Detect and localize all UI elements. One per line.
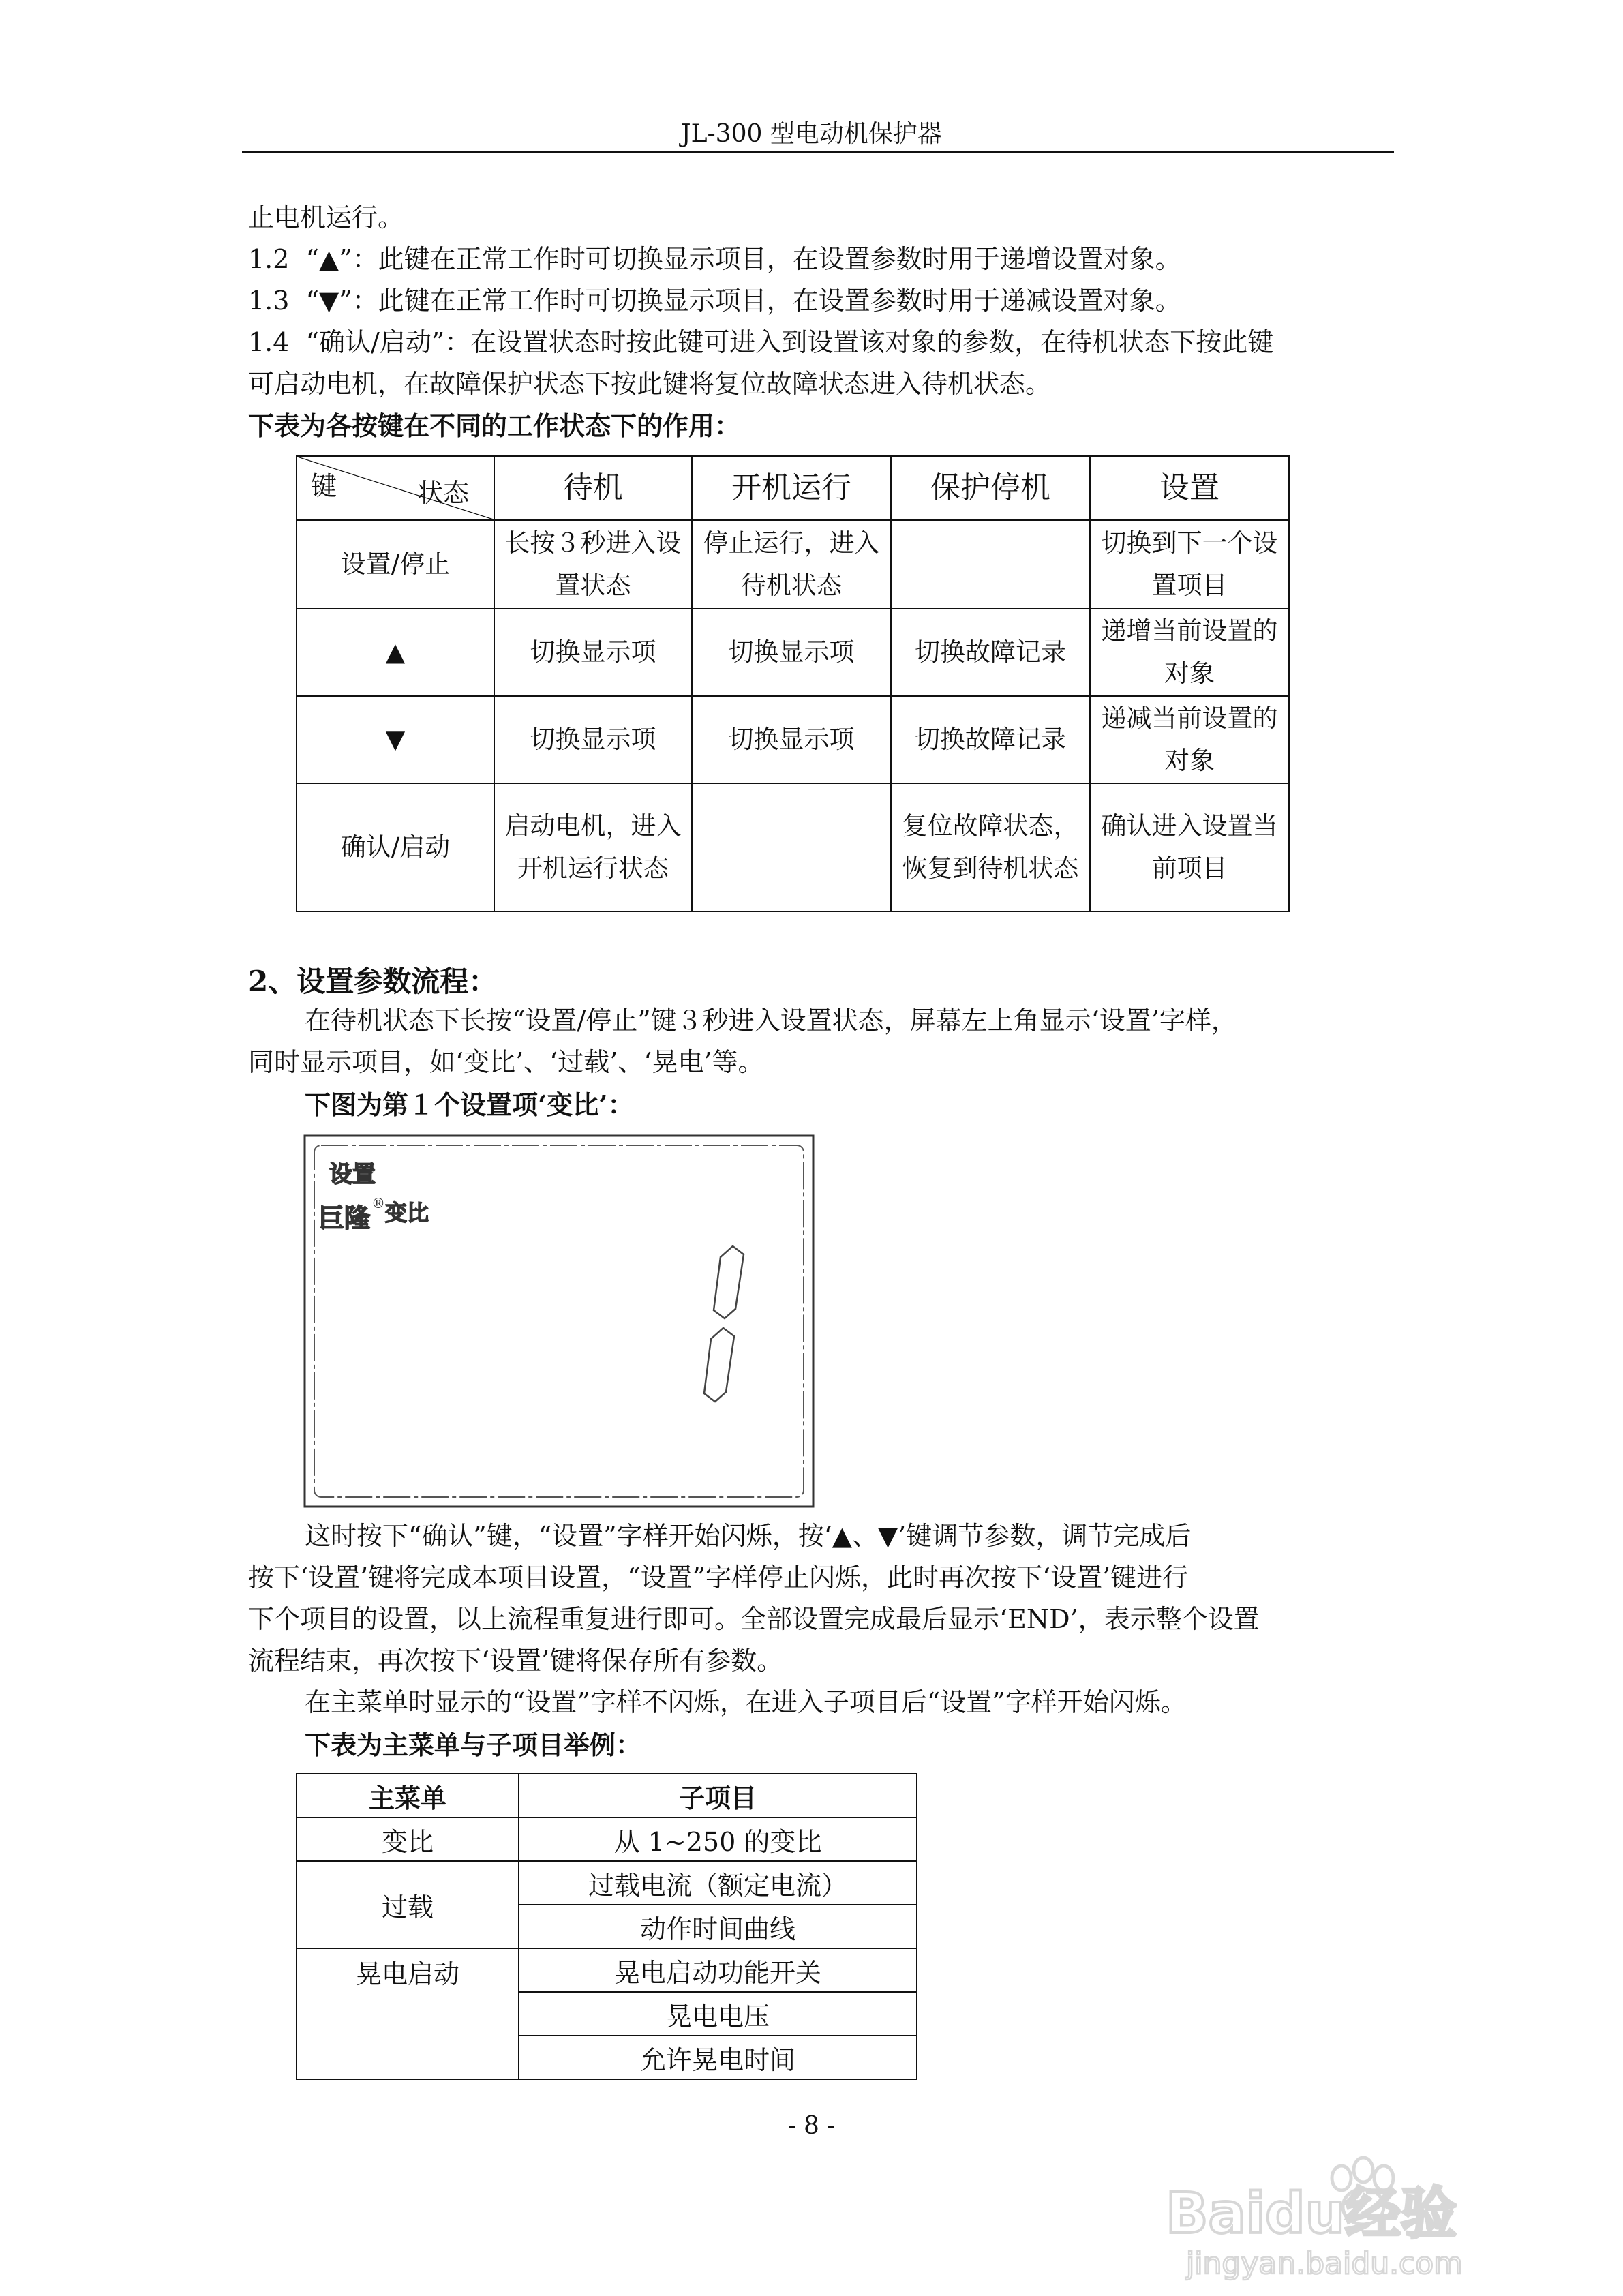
- page-header-title: JL-300 型电动机保护器: [681, 120, 942, 148]
- watermark-url: jingyan.baidu.com: [1186, 2246, 1463, 2281]
- column-header: 待机: [494, 456, 692, 520]
- lcd-outer-frame: [305, 1136, 813, 1507]
- column-header: 主菜单: [297, 1774, 519, 1817]
- table-row: [297, 1817, 917, 1861]
- key-function-table: [296, 455, 1290, 912]
- key-table-header-row: [297, 456, 1289, 520]
- key-table-caption: 下表为各按键在不同的工作状态下的作用：: [248, 410, 741, 441]
- row-key-label: 设置/停止: [297, 520, 494, 609]
- table-row: [297, 1861, 917, 1905]
- registered-mark: ®: [371, 1195, 385, 1211]
- row-key-label: 确认/启动: [297, 783, 494, 911]
- table-cell: [891, 520, 1090, 609]
- section-heading: 2、设置参数流程：: [248, 965, 498, 998]
- sub-item-cell: 晃电电压: [519, 1992, 917, 2036]
- table-row: [297, 783, 1289, 911]
- table-cell: 切换故障记录: [891, 609, 1090, 696]
- seven-segment-digit-top: [714, 1246, 744, 1318]
- table-cell: 长按３秒进入设置状态: [494, 520, 692, 609]
- paragraph: 这时按下“确认”键，“设置”字样开始闪烁，按‘▲、▼’键调节参数，调节完成后: [305, 1521, 1192, 1551]
- baidu-watermark: [1159, 2151, 1568, 2287]
- corner-label-key: 键: [311, 471, 337, 501]
- table-cell: [692, 783, 891, 911]
- lcd-display-figure: [303, 1134, 815, 1508]
- menu-table-caption: 下表为主菜单与子项目举例：: [305, 1729, 642, 1760]
- header-rule: [242, 151, 1394, 153]
- table-cell: 停止运行，进入待机状态: [692, 520, 891, 609]
- table-cell: 确认进入设置当前项目: [1090, 783, 1289, 911]
- corner-label-state: 状态: [416, 478, 469, 508]
- menu-table-header-row: [297, 1774, 917, 1817]
- paragraph-confirm-key: 1.4 “确认/启动”：在设置状态时按此键可进入到设置该对象的参数，在待机状态下按此键: [248, 327, 1274, 357]
- table-cell: 启动电机，进入开机运行状态: [494, 783, 692, 911]
- paragraph-confirm-key-cont: 可启动电机，在故障保护状态下按此键将复位故障状态进入待机状态。: [248, 369, 1052, 399]
- table-row: [297, 609, 1289, 696]
- row-key-label: ▲: [297, 609, 494, 696]
- row-key-label: ▼: [297, 696, 494, 783]
- main-menu-cell: 变比: [297, 1817, 519, 1861]
- key-table-corner: [297, 456, 494, 520]
- table-cell: 切换故障记录: [891, 696, 1090, 783]
- sub-item-cell: 晃电启动功能开关: [519, 1948, 917, 1992]
- table-cell: 切换到下一个设置项目: [1090, 520, 1289, 609]
- column-header: 设置: [1090, 456, 1289, 520]
- paragraph: 流程结束，再次按下‘设置’键将保存所有参数。: [248, 1646, 783, 1676]
- lcd-item-label: 变比: [385, 1200, 429, 1226]
- sub-item-cell: 从 1~250 的变比: [519, 1817, 917, 1861]
- main-menu-cell: 过载: [297, 1861, 519, 1948]
- paragraph: 止电机运行。: [248, 202, 404, 232]
- paragraph: 在主菜单时显示的“设置”字样不闪烁，在进入子项目后“设置”字样开始闪烁。: [305, 1687, 1187, 1717]
- seven-segment-digit-bottom: [704, 1328, 734, 1402]
- table-row: [297, 1948, 917, 1992]
- figure-caption: 下图为第１个设置项‘变比’：: [305, 1089, 634, 1120]
- lcd-inner-frame: [314, 1145, 804, 1497]
- table-cell: 切换显示项: [494, 696, 692, 783]
- paragraph: 在待机状态下长按“设置/停止”键３秒进入设置状态，屏幕左上角显示‘设置’字样，: [305, 1006, 1237, 1036]
- menu-table: [296, 1773, 917, 2080]
- paragraph: 按下‘设置’键将完成本项目设置，“设置”字样停止闪烁，此时再次按下‘设置’键进行: [248, 1562, 1189, 1592]
- lcd-brand-logo: 巨隆: [318, 1203, 371, 1233]
- main-menu-cell: 晃电启动: [297, 1948, 519, 2079]
- column-header: 子项目: [519, 1774, 917, 1817]
- table-cell: 切换显示项: [494, 609, 692, 696]
- table-cell: 切换显示项: [692, 609, 891, 696]
- page-number: - 8 -: [787, 2112, 836, 2140]
- table-cell: 递减当前设置的对象: [1090, 696, 1289, 783]
- watermark-brand: Baidu经验: [1166, 2181, 1457, 2246]
- lcd-setting-label: 设置: [329, 1161, 376, 1188]
- table-row: [297, 696, 1289, 783]
- paragraph-down-key: 1.3 “▼”：此键在正常工作时可切换显示项目，在设置参数时用于递减设置对象。: [248, 286, 1181, 316]
- sub-item-cell: 动作时间曲线: [519, 1905, 917, 1948]
- table-cell: 复位故障状态，恢复到待机状态: [891, 783, 1090, 911]
- table-cell: 切换显示项: [692, 696, 891, 783]
- sub-item-cell: 允许晃电时间: [519, 2036, 917, 2079]
- paragraph: 同时显示项目，如‘变比’、‘过载’、‘晃电’等。: [248, 1047, 764, 1077]
- column-header: 开机运行: [692, 456, 891, 520]
- paragraph: 下个项目的设置，以上流程重复进行即可。全部设置完成最后显示‘END’，表示整个设置: [248, 1604, 1260, 1634]
- column-header: 保护停机: [891, 456, 1090, 520]
- paragraph-up-key: 1.2 “▲”：此键在正常工作时可切换显示项目，在设置参数时用于递增设置对象。: [248, 244, 1181, 274]
- table-cell: 递增当前设置的对象: [1090, 609, 1289, 696]
- table-row: [297, 520, 1289, 609]
- sub-item-cell: 过载电流（额定电流）: [519, 1861, 917, 1905]
